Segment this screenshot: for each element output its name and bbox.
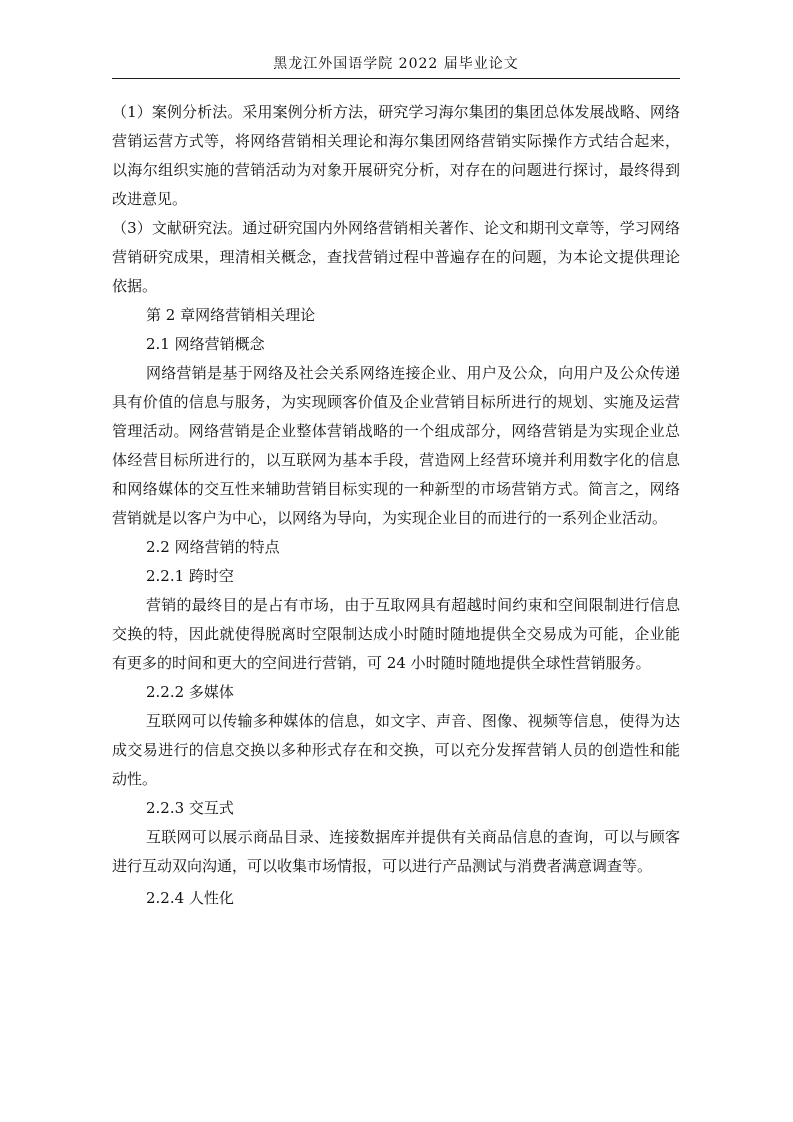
subsection-heading-2-2-2: 2.2.2 多媒体	[146, 683, 234, 701]
chapter-heading: 第 2 章网络营销相关理论	[146, 306, 316, 324]
section-heading-2-1: 2.1 网络营销概念	[146, 335, 265, 353]
paragraph-case-analysis: （1）案例分析法。采用案例分析方法，研究学习海尔集团的集团总体发展战略、网络营销运营方式等，将网络营销相关理论和海尔集团网络营销实际操作方式结合起来，以海尔组织实施的营销活动为对象开展研究分析，对存在的问题进行探讨，最终得到改进意见。	[112, 103, 680, 208]
paragraph-multimedia: 互联网可以传输多种媒体的信息，如文字、声音、图像、视频等信息，使得为达成交易进行的信息交换以多种形式存在和交换，可以充分发挥营销人员的创造性和能动性。	[112, 712, 680, 788]
section-heading-2-2: 2.2 网络营销的特点	[146, 538, 280, 556]
subsection-heading-2-2-4: 2.2.4 人性化	[146, 889, 234, 907]
document-body	[112, 98, 680, 913]
subsection-heading-2-2-3: 2.2.3 交互式	[146, 799, 234, 817]
paragraph-literature-research: （3）文献研究法。通过研究国内外网络营销相关著作、论文和期刊文章等，学习网络营销研究成果，理清相关概念，查找营销过程中普遍存在的问题，为本论文提供理论依据。	[112, 219, 680, 295]
subsection-heading-2-2-1: 2.2.1 跨时空	[146, 567, 234, 585]
page-header: 黑龙江外国语学院 2022 届毕业论文	[112, 56, 680, 79]
paragraph-cross-time-space: 营销的最终目的是占有市场，由于互取网具有超越时间约束和空间限制进行信息交换的特，因此就使得脱离时空限制达成小时随时随地提供全交易成为可能，企业能有更多的时间和更大的空间进行营销，可 24 小时随时随地提供全球性营销服务。	[112, 596, 680, 672]
paragraph-interactive: 互联网可以展示商品目录、连接数据库并提供有关商品信息的查询，可以与顾客进行互动双向沟通，可以收集市场情报，可以进行产品测试与消费者满意调查等。	[112, 828, 680, 875]
paragraph-network-marketing-concept: 网络营销是基于网络及社会关系网络连接企业、用户及公众，向用户及公众传递具有价值的信息与服务，为实现顾客价值及企业营销目标所进行的规划、实施及运营管理活动。网络营销是企业整体营销战略的一个组成部分，网络营销是为实现企业总体经营目标所进行的，以互联网为基本手段，营造网上经营环境并利用数字化的信息和网络媒体的交互性来辅助营销目标实现的一种新型的市场营销方式。简言之，网络营销就是以客户为中心，以网络为导向，为实现企业目的而进行的一系列企业活动。	[112, 364, 680, 527]
